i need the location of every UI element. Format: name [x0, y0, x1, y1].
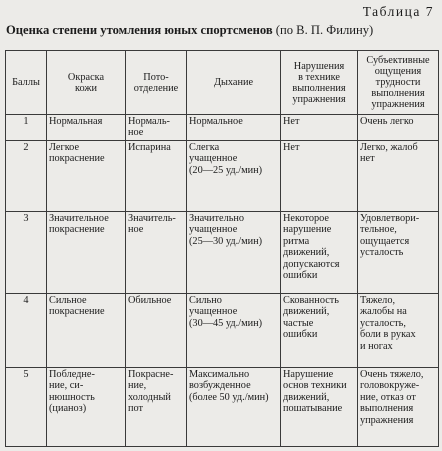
table-row — [6, 115, 439, 141]
cell-breathing: Значительно учащенное (25—30 уд./мин) — [187, 212, 281, 294]
cell-technique: Нарушение основ техники движений, пошатывание — [281, 368, 358, 447]
cell-score: 3 — [6, 212, 47, 294]
cell-sweat: Испарина — [126, 141, 187, 212]
header-row — [6, 51, 439, 115]
fatigue-assessment-table — [5, 50, 439, 447]
header-subjective-difficulty: Субъективные ощущения трудности выполнения упражнения — [358, 51, 439, 115]
cell-sweat: Покрасне- ние, холодный пот — [126, 368, 187, 447]
header-breathing: Дыхание — [187, 51, 281, 115]
cell-score: 1 — [6, 115, 47, 141]
cell-breathing: Слегка учащенное (20—25 уд./мин) — [187, 141, 281, 212]
cell-skin: Значительное покраснение — [47, 212, 126, 294]
table-row — [6, 294, 439, 368]
cell-sweat: Обильное — [126, 294, 187, 368]
header-sweating: Пото- отделение — [126, 51, 187, 115]
cell-skin: Нормальная — [47, 115, 126, 141]
cell-skin: Легкое покраснение — [47, 141, 126, 212]
cell-score: 5 — [6, 368, 47, 447]
cell-technique: Нет — [281, 141, 358, 212]
cell-score: 2 — [6, 141, 47, 212]
table-caption — [6, 22, 438, 38]
caption-title: Оценка степени утомления юных спортсменов — [6, 23, 273, 37]
header-technique-errors: Нарушения в технике выполнения упражнения — [281, 51, 358, 115]
table-row — [6, 212, 439, 294]
cell-skin: Сильное покраснение — [47, 294, 126, 368]
cell-technique: Скованность движений, частые ошибки — [281, 294, 358, 368]
cell-skin: Побледне- ние, си- нюшность (цианоз) — [47, 368, 126, 447]
cell-breathing: Максимально возбужденное (более 50 уд./мин) — [187, 368, 281, 447]
cell-subjective: Тяжело, жалобы на усталость, боли в руках и ногах — [358, 294, 439, 368]
table-row — [6, 368, 439, 447]
cell-subjective: Удовлетвори- тельное, ощущается усталость — [358, 212, 439, 294]
cell-sweat: Значитель- ное — [126, 212, 187, 294]
cell-subjective: Очень тяжело, головокруже- ние, отказ от выполнения упражнения — [358, 368, 439, 447]
caption-source: (по В. П. Филину) — [275, 23, 374, 37]
cell-breathing: Сильно учащенное (30—45 уд./мин) — [187, 294, 281, 368]
cell-technique: Некоторое нарушение ритма движений, допускаются ошибки — [281, 212, 358, 294]
table-row — [6, 141, 439, 212]
cell-sweat: Нормаль- ное — [126, 115, 187, 141]
cell-technique: Нет — [281, 115, 358, 141]
header-skin-color: Окраска кожи — [47, 51, 126, 115]
header-score: Баллы — [6, 51, 47, 115]
cell-score: 4 — [6, 294, 47, 368]
cell-subjective: Очень легко — [358, 115, 439, 141]
cell-subjective: Легко, жалоб нет — [358, 141, 439, 212]
cell-breathing: Нормальное — [187, 115, 281, 141]
table-number: Таблица 7 — [362, 4, 434, 19]
